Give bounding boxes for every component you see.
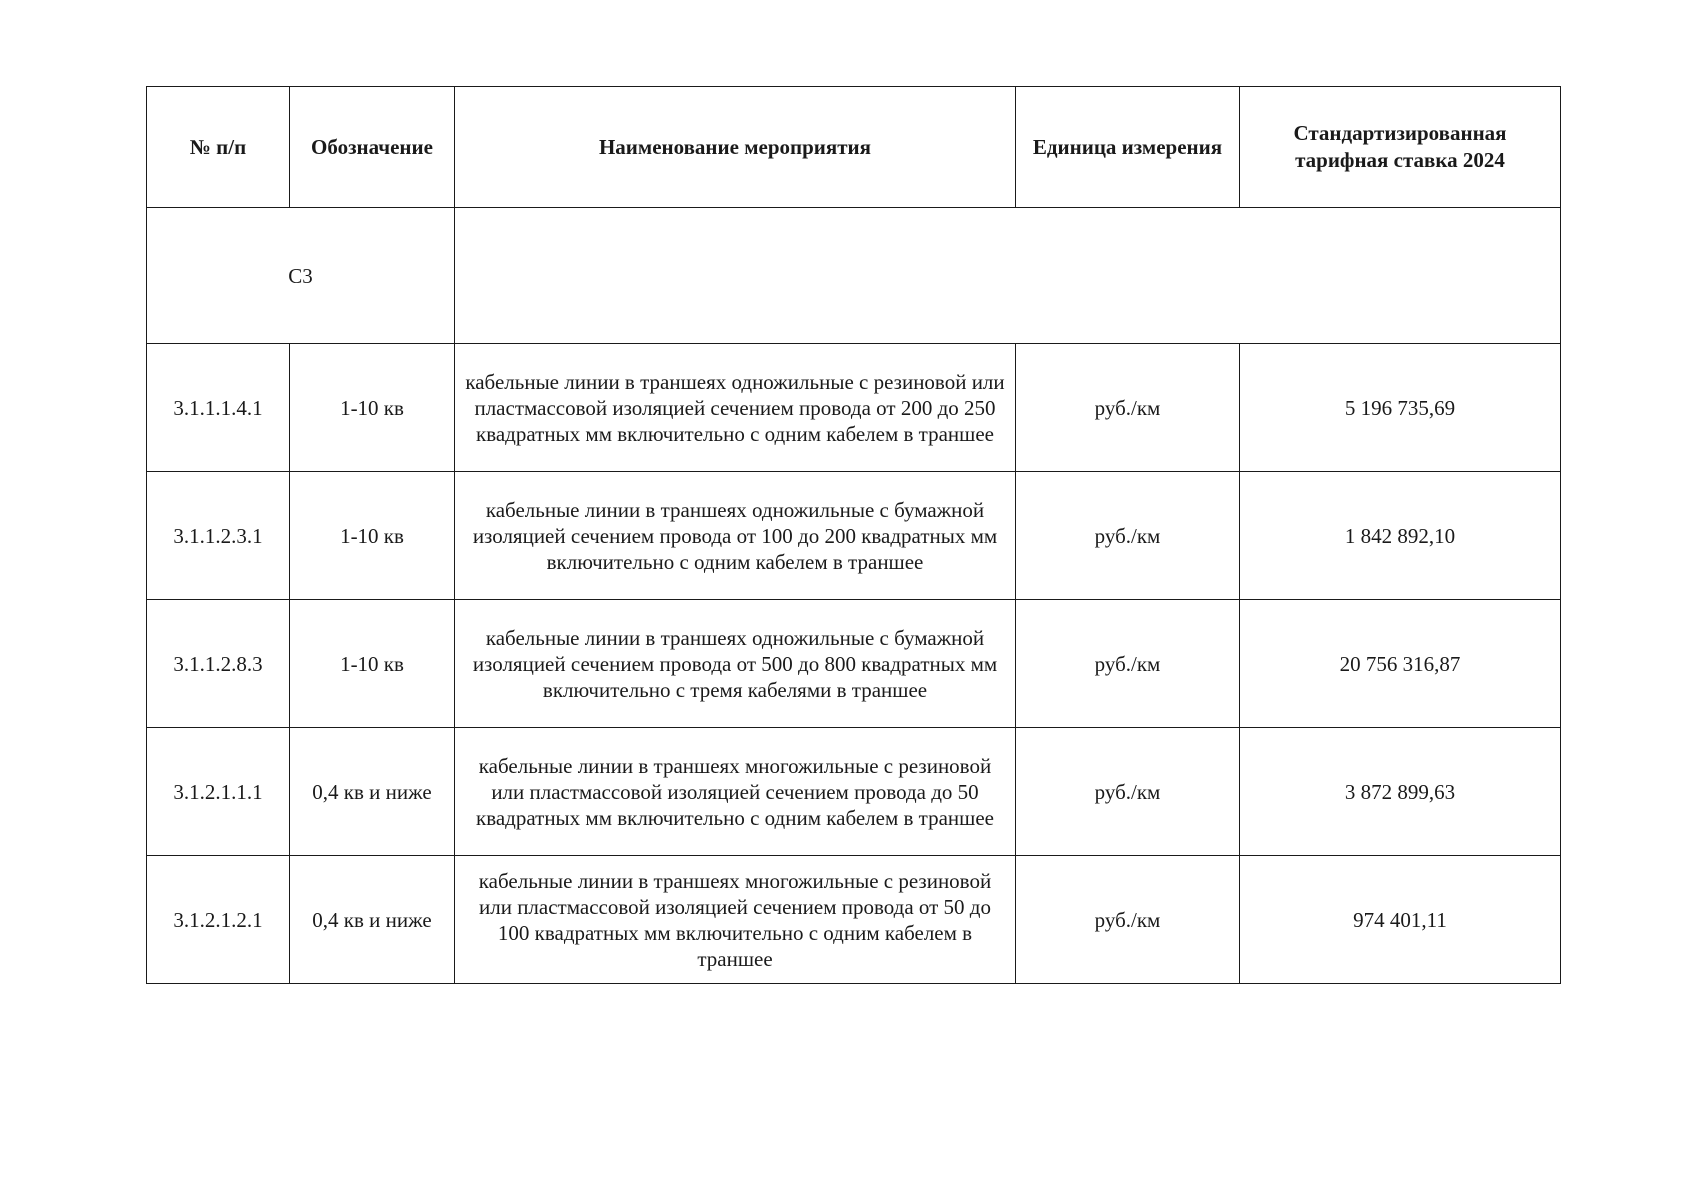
row-rate: 20 756 316,87 [1240, 600, 1561, 728]
tariff-table [146, 86, 1561, 984]
row-name: кабельные линии в траншеях одножильные с бумажной изоляцией сечением провода от 500 до 800 квадратных мм включительно с тремя кабелями в траншее [455, 600, 1016, 728]
row-rate: 5 196 735,69 [1240, 344, 1561, 472]
row-rate: 974 401,11 [1240, 856, 1561, 984]
row-designation: 1-10 кв [290, 472, 455, 600]
row-num: 3.1.1.2.3.1 [147, 472, 290, 600]
header-rate: Стандартизированная тарифная ставка 2024 [1240, 87, 1561, 208]
row-num: 3.1.2.1.2.1 [147, 856, 290, 984]
header-name: Наименование мероприятия [455, 87, 1016, 208]
row-unit: руб./км [1016, 472, 1240, 600]
table-row [147, 856, 1561, 984]
row-unit: руб./км [1016, 728, 1240, 856]
row-name: кабельные линии в траншеях одножильные с бумажной изоляцией сечением провода от 100 до 200 квадратных мм включительно с одним кабелем в траншее [455, 472, 1016, 600]
row-num: 3.1.2.1.1.1 [147, 728, 290, 856]
row-rate: 3 872 899,63 [1240, 728, 1561, 856]
table-row [147, 600, 1561, 728]
row-name: кабельные линии в траншеях многожильные с резиновой или пластмассовой изоляцией сечением провода от 50 до 100 квадратных мм включительно с одним кабелем в траншее [455, 856, 1016, 984]
row-unit: руб./км [1016, 344, 1240, 472]
row-num: 3.1.1.1.4.1 [147, 344, 290, 472]
row-designation: 0,4 кв и ниже [290, 856, 455, 984]
row-rate: 1 842 892,10 [1240, 472, 1561, 600]
table-row [147, 472, 1561, 600]
row-name: кабельные линии в траншеях многожильные с резиновой или пластмассовой изоляцией сечением провода до 50 квадратных мм включительно с одним кабелем в траншее [455, 728, 1016, 856]
section-text [455, 208, 1561, 344]
table-row [147, 344, 1561, 472]
row-designation: 1-10 кв [290, 600, 455, 728]
section-row [147, 208, 1561, 344]
row-num: 3.1.1.2.8.3 [147, 600, 290, 728]
row-name: кабельные линии в траншеях одножильные с резиновой или пластмассовой изоляцией сечением провода от 200 до 250 квадратных мм включительно с одним кабелем в траншее [455, 344, 1016, 472]
row-unit: руб./км [1016, 600, 1240, 728]
header-designation: Обозначение [290, 87, 455, 208]
row-unit: руб./км [1016, 856, 1240, 984]
row-designation: 0,4 кв и ниже [290, 728, 455, 856]
row-designation: 1-10 кв [290, 344, 455, 472]
header-num: № п/п [147, 87, 290, 208]
section-label: С3 [147, 208, 455, 344]
table-header-row [147, 87, 1561, 208]
table-row [147, 728, 1561, 856]
header-unit: Единица измерения [1016, 87, 1240, 208]
